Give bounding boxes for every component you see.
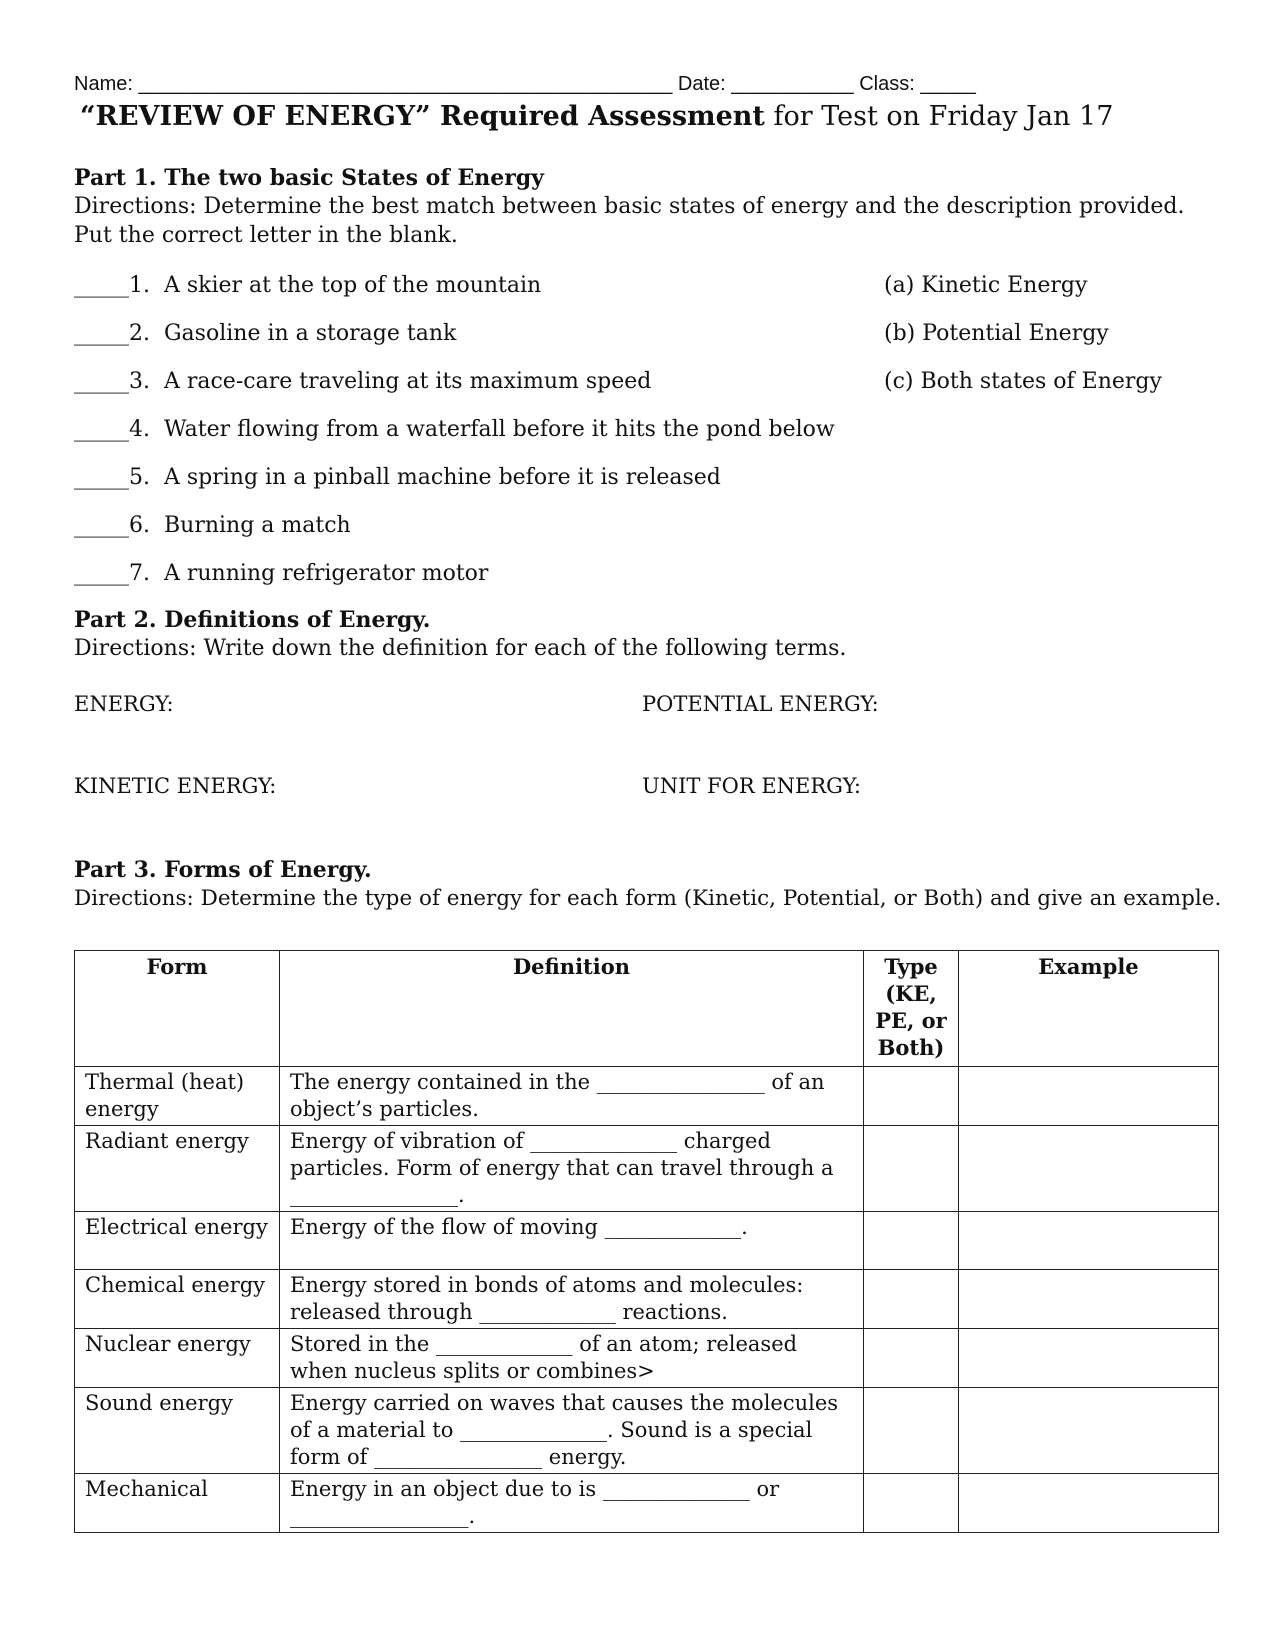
name-date-class-line: Name: ________________________________________________ Date: ___________ Class: _____ [74, 73, 976, 95]
definition-cell: Energy of vibration of ______________ charged particles. Form of energy that can travel through a ________________. [280, 1126, 864, 1212]
type-answer-cell[interactable] [864, 1126, 959, 1212]
question-6: _____6. Burning a match [74, 513, 351, 538]
form-cell: Chemical energy [75, 1270, 280, 1329]
table-row [75, 1126, 1219, 1212]
term-energy: ENERGY: [74, 692, 174, 716]
part1-directions: Directions: Determine the best match between basic states of energy and the description provided. Put the correct letter in the blank. [74, 194, 1185, 248]
type-answer-cell[interactable] [864, 1067, 959, 1126]
example-answer-cell[interactable] [959, 1067, 1219, 1126]
option-a: (a) Kinetic Energy [884, 273, 1088, 298]
definition-cell: Stored in the _____________ of an atom; released when nucleus splits or combines> [280, 1329, 864, 1388]
definition-cell: The energy contained in the ________________ of an object’s particles. [280, 1067, 864, 1126]
definition-cell: Energy stored in bonds of atoms and molecules: released through _____________ reactions. [280, 1270, 864, 1329]
page-title [80, 100, 1214, 134]
forms-of-energy-table [74, 950, 1219, 1533]
title-bold: “REVIEW OF ENERGY” Required Assessment [80, 101, 765, 132]
part1-heading: Part 1. The two basic States of Energy [74, 165, 544, 191]
form-cell: Nuclear energy [75, 1329, 280, 1388]
example-answer-cell[interactable] [959, 1329, 1219, 1388]
worksheet-page [74, 72, 1222, 1632]
part3-directions: Directions: Determine the type of energy for each form (Kinetic, Potential, or Both) and give an example. [74, 886, 1222, 911]
example-answer-cell[interactable] [959, 1474, 1219, 1533]
example-answer-cell[interactable] [959, 1388, 1219, 1474]
option-c: (c) Both states of Energy [884, 369, 1162, 394]
col-header-definition: Definition [280, 951, 864, 1067]
table-header-row [75, 951, 1219, 1067]
example-answer-cell[interactable] [959, 1212, 1219, 1270]
form-cell: Mechanical [75, 1474, 280, 1533]
question-3: _____3. A race-care traveling at its maximum speed [74, 369, 652, 394]
part3-heading: Part 3. Forms of Energy. [74, 857, 372, 883]
table-row [75, 1212, 1219, 1270]
type-answer-cell[interactable] [864, 1388, 959, 1474]
form-cell: Thermal (heat) energy [75, 1067, 280, 1126]
question-4: _____4. Water flowing from a waterfall before it hits the pond below [74, 417, 835, 442]
table-row [75, 1474, 1219, 1533]
question-5: _____5. A spring in a pinball machine before it is released [74, 465, 721, 490]
form-cell: Radiant energy [75, 1126, 280, 1212]
table-row [75, 1329, 1219, 1388]
option-b: (b) Potential Energy [884, 321, 1109, 346]
table-row [75, 1388, 1219, 1474]
type-answer-cell[interactable] [864, 1270, 959, 1329]
part2-directions: Directions: Write down the definition for each of the following terms. [74, 636, 847, 661]
term-kinetic-energy: KINETIC ENERGY: [74, 774, 277, 798]
part1-section [74, 164, 1214, 250]
example-answer-cell[interactable] [959, 1270, 1219, 1329]
col-header-example: Example [959, 951, 1219, 1067]
question-7: _____7. A running refrigerator motor [74, 561, 489, 586]
col-header-type: Type (KE, PE, or Both) [864, 951, 959, 1067]
table-row [75, 1067, 1219, 1126]
definition-cell: Energy of the flow of moving _____________. [280, 1212, 864, 1270]
term-unit-for-energy: UNIT FOR ENERGY: [642, 774, 861, 798]
type-answer-cell[interactable] [864, 1329, 959, 1388]
part3-section [74, 856, 1224, 913]
term-potential-energy: POTENTIAL ENERGY: [642, 692, 879, 716]
type-answer-cell[interactable] [864, 1212, 959, 1270]
type-answer-cell[interactable] [864, 1474, 959, 1533]
definition-cell: Energy carried on waves that causes the molecules of a material to ______________. Sound is a special form of ________________ energy. [280, 1388, 864, 1474]
question-2: _____2. Gasoline in a storage tank [74, 321, 457, 346]
example-answer-cell[interactable] [959, 1126, 1219, 1212]
question-1: _____1. A skier at the top of the mountain [74, 273, 542, 298]
form-cell: Electrical energy [75, 1212, 280, 1270]
definition-cell: Energy in an object due to is ______________ or _________________. [280, 1474, 864, 1533]
col-header-form: Form [75, 951, 280, 1067]
part2-section [74, 606, 1214, 663]
part2-heading: Part 2. Definitions of Energy. [74, 607, 431, 633]
title-rest: for Test on Friday Jan 17 [764, 101, 1114, 132]
form-cell: Sound energy [75, 1388, 280, 1474]
table-row [75, 1270, 1219, 1329]
